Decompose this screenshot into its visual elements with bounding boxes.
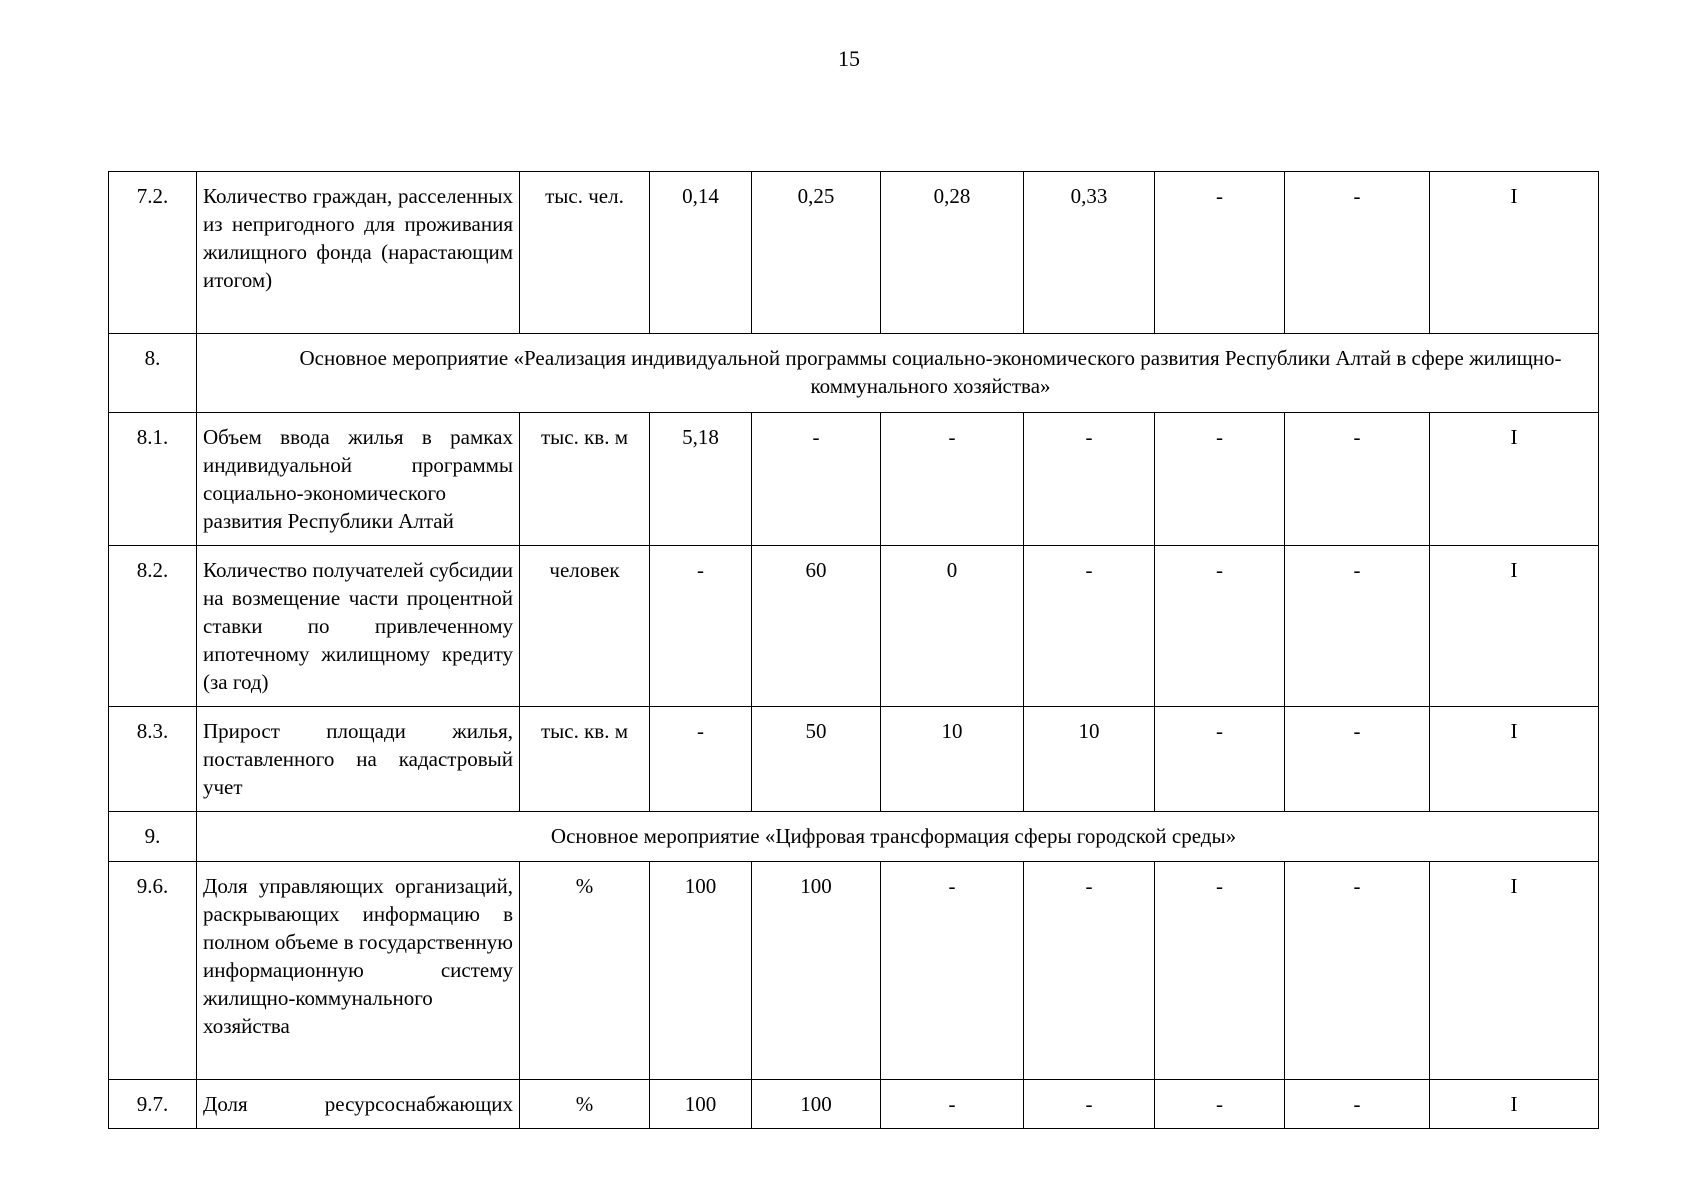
indicator-description: Доля ресурсоснабжающих (197, 1080, 520, 1129)
value-cell: - (752, 413, 881, 546)
value-cell: - (1024, 546, 1155, 707)
value-cell: - (1024, 1080, 1155, 1129)
row-number: 8.1. (109, 413, 197, 546)
value-cell: 100 (752, 862, 881, 1080)
value-cell: - (1285, 546, 1430, 707)
unit-cell: тыс. кв. м (520, 413, 650, 546)
value-cell: - (650, 546, 752, 707)
value-cell: I (1430, 1080, 1599, 1129)
value-cell: - (1285, 862, 1430, 1080)
unit-cell: тыс. кв. м (520, 707, 650, 812)
value-cell: I (1430, 546, 1599, 707)
indicator-description: Прирост площади жилья, поставленного на кадастровый учет (197, 707, 520, 812)
value-cell: I (1430, 862, 1599, 1080)
value-cell: - (881, 862, 1024, 1080)
table-row (109, 172, 1599, 334)
table-row (109, 546, 1599, 707)
row-number: 7.2. (109, 172, 197, 334)
unit-cell: человек (520, 546, 650, 707)
value-cell: 0,33 (1024, 172, 1155, 334)
value-cell: 10 (1024, 707, 1155, 812)
value-cell: - (1024, 413, 1155, 546)
value-cell: - (1155, 862, 1285, 1080)
value-cell: - (881, 413, 1024, 546)
row-number: 9.7. (109, 1080, 197, 1129)
row-number: 9. (109, 812, 197, 862)
row-number: 8.2. (109, 546, 197, 707)
value-cell: I (1430, 707, 1599, 812)
value-cell: - (1155, 172, 1285, 334)
value-cell: - (1155, 1080, 1285, 1129)
row-number: 9.6. (109, 862, 197, 1080)
value-cell: - (881, 1080, 1024, 1129)
section-title: Основное мероприятие «Реализация индивидуальной программы социально-экономического развития Республики Алтай в сфере жилищно-коммунального хозяйства» (197, 334, 1599, 413)
value-cell: - (1155, 546, 1285, 707)
value-cell: 0 (881, 546, 1024, 707)
value-cell: - (1285, 172, 1430, 334)
page-number: 15 (838, 46, 860, 71)
indicator-description: Количество граждан, расселенных из непригодного для проживания жилищного фонда (нарастающим итогом) (197, 172, 520, 334)
table-row (109, 413, 1599, 546)
value-cell: - (1285, 1080, 1430, 1129)
value-cell: 0,28 (881, 172, 1024, 334)
unit-cell: % (520, 862, 650, 1080)
section-row (109, 812, 1599, 862)
indicators-table (108, 171, 1599, 1129)
value-cell: 100 (752, 1080, 881, 1129)
row-number: 8.3. (109, 707, 197, 812)
value-cell: 0,25 (752, 172, 881, 334)
table-row (109, 862, 1599, 1080)
section-row (109, 334, 1599, 413)
value-cell: - (650, 707, 752, 812)
value-cell: 5,18 (650, 413, 752, 546)
value-cell: 0,14 (650, 172, 752, 334)
value-cell: - (1155, 413, 1285, 546)
value-cell: 60 (752, 546, 881, 707)
value-cell: I (1430, 172, 1599, 334)
value-cell: - (1285, 413, 1430, 546)
value-cell: - (1285, 707, 1430, 812)
value-cell: 100 (650, 862, 752, 1080)
unit-cell: тыс. чел. (520, 172, 650, 334)
table-row (109, 707, 1599, 812)
table-row (109, 1080, 1599, 1129)
value-cell: 10 (881, 707, 1024, 812)
value-cell: 50 (752, 707, 881, 812)
unit-cell: % (520, 1080, 650, 1129)
value-cell: - (1024, 862, 1155, 1080)
indicator-description: Количество получателей субсидии на возмещение части процентной ставки по привлеченному ипотечному жилищному кредиту (за год) (197, 546, 520, 707)
value-cell: - (1155, 707, 1285, 812)
section-title: Основное мероприятие «Цифровая трансформация сферы городской среды» (197, 812, 1599, 862)
indicator-description: Объем ввода жилья в рамках индивидуальной программы социально-экономического развития Республики Алтай (197, 413, 520, 546)
row-number: 8. (109, 334, 197, 413)
value-cell: 100 (650, 1080, 752, 1129)
indicator-description: Доля управляющих организаций, раскрывающих информацию в полном объеме в государственную информационную систему жилищно-коммунального хозяйства (197, 862, 520, 1080)
value-cell: I (1430, 413, 1599, 546)
